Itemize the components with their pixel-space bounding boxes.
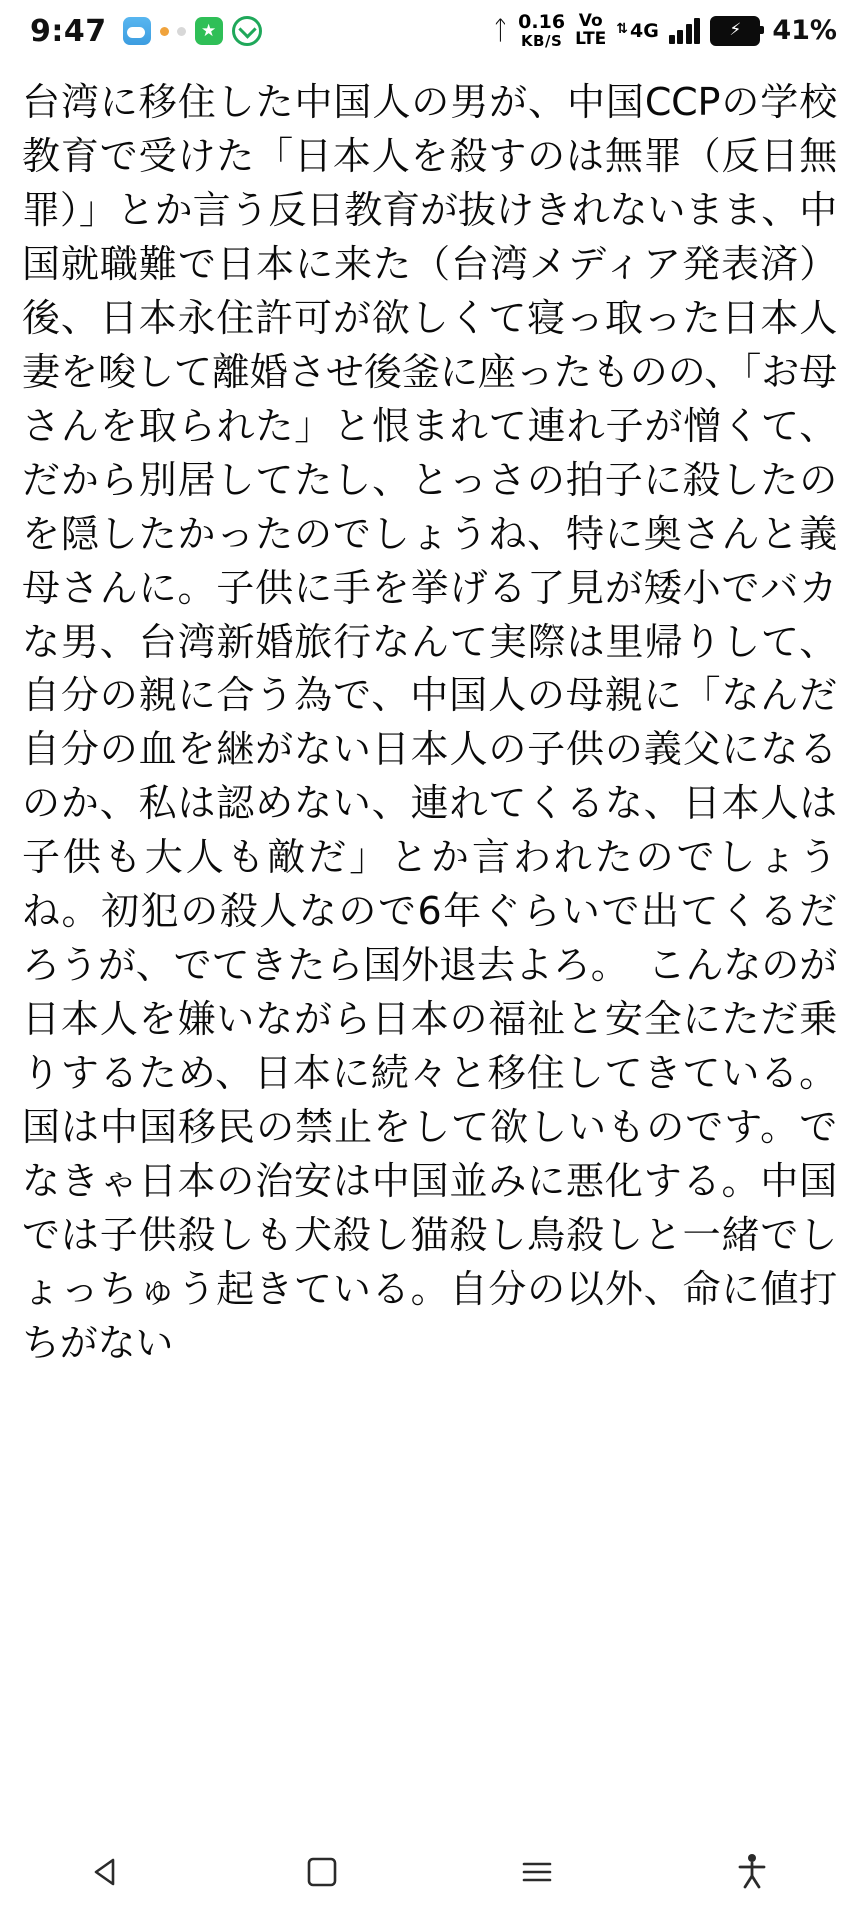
weather-icon: [123, 17, 151, 45]
volte-line1: Vo: [578, 11, 603, 32]
status-system-icons: [492, 10, 837, 50]
battery-percent: 41%: [772, 15, 837, 47]
status-notification-icons: [123, 16, 262, 46]
battery-charging-icon: [710, 16, 760, 46]
recents-button[interactable]: [477, 1824, 597, 1920]
navigation-bar: [0, 1823, 859, 1920]
volte-icon: [575, 13, 606, 49]
network-type-icon: [616, 20, 659, 42]
green-star-icon: [195, 17, 223, 45]
article-container: [0, 62, 859, 1371]
signal-bars-icon: [669, 18, 701, 44]
status-bar: [0, 0, 859, 62]
recents-lines-icon: [518, 1855, 556, 1889]
accessibility-person-icon: [734, 1852, 770, 1892]
network-type-label: 4G: [630, 19, 659, 42]
network-speed-value: 0.16: [518, 10, 566, 33]
dots-icon: [160, 17, 186, 45]
green-check-circle-icon: [232, 16, 262, 46]
back-button[interactable]: [47, 1824, 167, 1920]
network-speed-unit: KB/S: [520, 31, 563, 50]
status-clock: 9:47: [30, 13, 107, 49]
bolt-icon: ⚡: [729, 20, 742, 41]
home-button[interactable]: [262, 1824, 382, 1920]
network-speed-indicator: [518, 10, 566, 50]
back-triangle-icon: [88, 1853, 126, 1891]
bluetooth-icon: ᛏ: [492, 15, 509, 46]
data-arrows-icon: ⇅: [616, 20, 629, 37]
article-body-text: 台湾に移住した中国人の男が、中国CCPの学校教育で受けた「日本人を殺すのは無罪（反日無罪）」とか言う反日教育が抜けきれないまま、中国就職難で日本に来た（台湾メディア発表済）後、日本永住許可が欲しくて寝っ取った日本人妻を唆して離婚させ後釜に座ったものの、「お母さんを取られた」と恨まれて連れ子が憎くて、だから別居してたし、とっさの拍子に殺したのを隠したかったのでしょうね、特に奥さんと義母さんに。子供に手を挙げる了見が矮小でバカな男、台湾新婚旅行なんて実際は里帰りして、自分の親に合う為で、中国人の母親に「なんだ自分の血を継がない日本人の子供の義父になるのか、私は認めない、連れてくるな、日本人は子供も大人も敵だ」とか言われたのでしょうね。初犯の殺人なので6年ぐらいで出てくるだろうが、でてきたら国外退去よろ。 こんなのが日本人を嫌いながら日本の福祉と安全にただ乗りするため、日本に続々と移住してきている。国は中国移民の禁止をして欲しいものです。でなきゃ日本の治安は中国並みに悪化する。中国では子供殺しも犬殺し猫殺し鳥殺しと一緒でしょっちゅう起きている。自分の以外、命に値打ちがない: [22, 80, 837, 1365]
volte-line2: LTE: [575, 28, 607, 49]
accessibility-button[interactable]: [692, 1824, 812, 1920]
home-square-icon: [305, 1855, 339, 1889]
